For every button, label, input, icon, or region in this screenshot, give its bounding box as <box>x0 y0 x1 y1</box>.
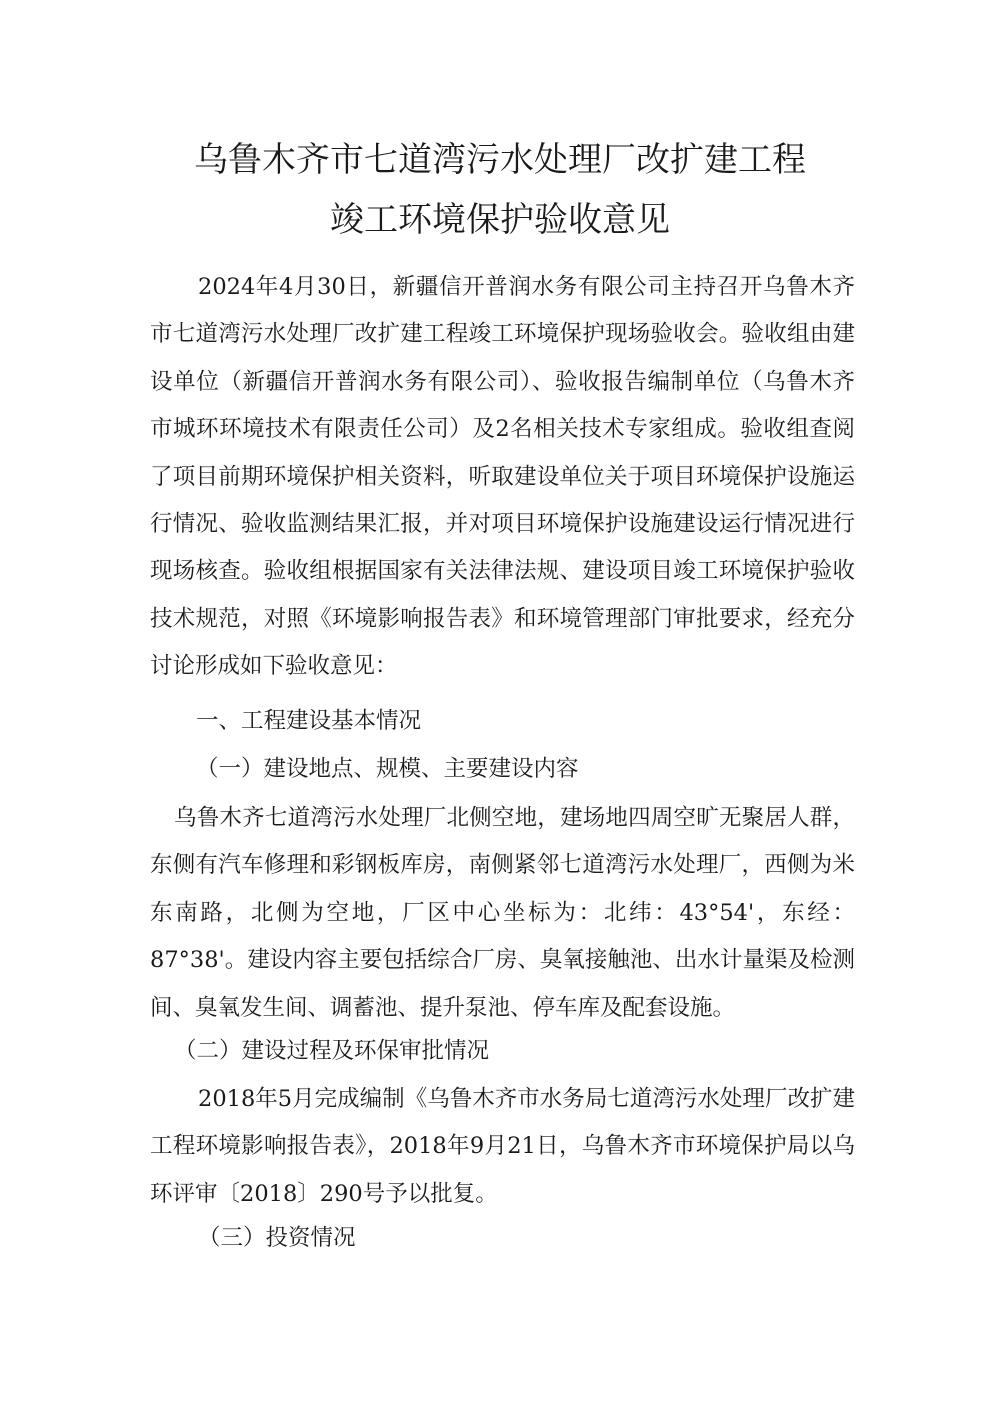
subsection-heading-approval: （二）建设过程及环保审批情况 <box>174 1038 490 1064</box>
approval-paragraph: 2018年5月完成编制《乌鲁木齐市水务局七道湾污水处理厂改扩建工程环境影响报告表》，2018年9月21日，乌鲁木齐市环境保护局以乌环评审〔2018〕290号予以批复。 <box>150 1086 855 1207</box>
intro-paragraph: 2024年4月30日，新疆信开普润水务有限公司主持召开乌鲁木齐市七道湾污水处理厂改扩建工程竣工环境保护现场验收会。验收组由建设单位（新疆信开普润水务有限公司）、验收报告编制单位（乌鲁木齐市城环环境技术有限责任公司）及2名相关技术专家组成。验收组查阅了项目前期环境保护相关资料，听取建设单位关于项目环境保护设施运行情况、验收监测结果汇报，并对项目环境保护设施建设运行情况进行现场核查。验收组根据国家有关法律法规、建设项目竣工环境保护验收技术规范，对照《环境影响报告表》和环境管理部门审批要求，经充分讨论形成如下验收意见： <box>150 274 855 680</box>
subsection-heading-location: （一）建设地点、规模、主要建设内容 <box>196 756 579 782</box>
document-title-line-2: 竣工环境保护验收意见 <box>330 200 670 240</box>
section-heading-basic-info: 一、工程建设基本情况 <box>196 708 422 734</box>
location-paragraph: 乌鲁木齐七道湾污水处理厂北侧空地，建场地四周空旷无聚居人群，东侧有汽车修理和彩钢板库房，南侧紧邻七道湾污水处理厂，西侧为米东南路，北侧为空地，厂区中心坐标为：北纬：43°54'，东经：87°38'。建设内容主要包括综合厂房、臭氧接触池、出水计量渠及检测间、臭氧发生间、调蓄池、提升泵池、停车库及配套设施。 <box>150 805 855 1021</box>
document-title-line-1: 乌鲁木齐市七道湾污水处理厂改扩建工程 <box>194 140 806 180</box>
subsection-heading-investment: （三）投资情况 <box>198 1225 356 1251</box>
